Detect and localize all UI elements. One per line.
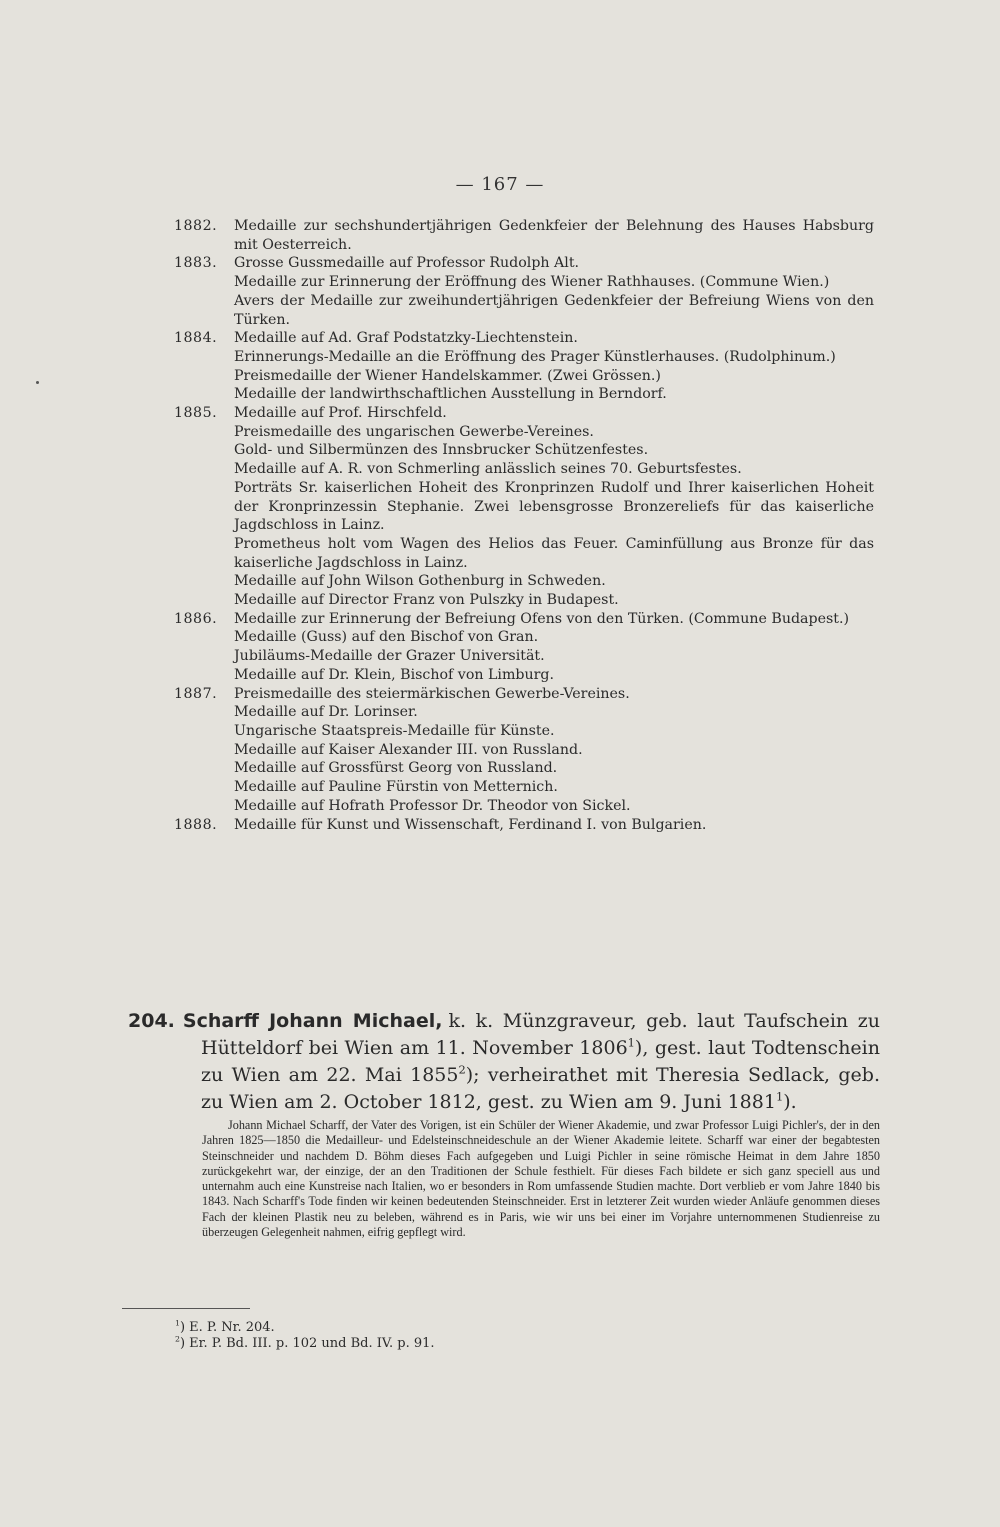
year-label: 1884. xyxy=(174,330,218,347)
footnote-mark: 1 xyxy=(175,1318,180,1328)
footnote-text: ) Er. P. Bd. III. p. 102 und Bd. IV. p. 91. xyxy=(179,1336,435,1351)
year-block xyxy=(174,254,874,329)
medal-item: Medaille auf Dr. Klein, Bischof von Limburg. xyxy=(234,666,555,683)
year-label: 1887. xyxy=(174,685,218,702)
year-items xyxy=(234,404,874,610)
entry-note: Johann Michael Scharff, der Vater des Vorigen, ist ein Schüler der Wiener Akademie, und zwar Professor Luigi Pichler's, der in den Jahren 1825—1850 die Medailleur- und Edelsteinschneideschule an der Wiener Akademie leitete. Scharff war einer der begabtesten Steinschneider und nachdem D. Böhm dieses Fach aufgegeben und Luigi Pichler in seine römische Heimat in dem Jahre 1850 zurückgekehrt war, der einzige, der an den Traditionen der Schule festhielt. Für dieses Fach bildete er sich ganz speciell aus und unternahm auch eine Kunstreise nach Italien, wo er besonders in Rom umfassende Studien machte. Dort verblieb er vom Jahre 1840 bis 1843. Nach Scharff's Tode finden wir keinen bedeutenden Steinschneider. Erst in letzterer Zeit wurden wieder Anläufe genommen dieses Fach der kleinen Plastik neu zu beleben, während es in Paris, wie wir uns bei einer im Vorjahre unternommenen Studienreise zu überzeugen Gelegenheit nahmen, eifrig gepflegt wird. xyxy=(202,1118,880,1240)
footnote-text: ) E. P. Nr. 204. xyxy=(179,1320,275,1335)
medal-item: Medaille auf Director Franz von Pulszky in Budapest. xyxy=(234,592,619,609)
year-block xyxy=(174,610,874,685)
entry-text-part: ); verheirathet mit Theresia Sedlack, geb. zu Wien am 2. October 1812, gest. zu Wien am 9. Juni 1881 xyxy=(201,1064,880,1113)
medal-item: Grosse Gussmedaille auf Professor Rudolph Alt. xyxy=(234,255,580,272)
medal-item: Ungarische Staatspreis-Medaille für Künste. xyxy=(234,722,555,739)
medal-item: Medaille zur Erinnerung der Befreiung Ofens von den Türken. (Commune Budapest.) xyxy=(234,610,850,627)
medal-item: Medaille zur Erinnerung der Eröffnung des Wiener Rathhauses. (Commune Wien.) xyxy=(234,274,830,291)
medal-item: Medaille (Guss) auf den Bischof von Gran. xyxy=(234,629,539,646)
footnote-ref: 2 xyxy=(458,1062,466,1077)
year-block xyxy=(174,816,874,835)
medal-item: Medaille auf Kaiser Alexander III. von Russland. xyxy=(234,741,583,758)
medal-item: Preismedaille des ungarischen Gewerbe-Vereines. xyxy=(234,423,594,440)
year-items xyxy=(234,329,874,404)
year-items xyxy=(234,610,874,685)
entry-text-part: ), gest. laut Todtenschein zu Wien am 22. Mai 1855 xyxy=(201,1037,880,1086)
medal-item: Gold- und Silbermünzen des Innsbrucker Schützenfestes. xyxy=(234,442,649,459)
medal-item: Medaille auf Dr. Lorinser. xyxy=(234,704,418,721)
footnote-divider xyxy=(122,1308,250,1309)
medal-item: Avers der Medaille zur zweihundertjährigen Gedenkfeier der Befreiung Wiens von den Türken. xyxy=(234,292,874,328)
footnote-ref: 1 xyxy=(775,1089,784,1104)
entry-heading xyxy=(128,1008,880,1116)
footnote-mark: 2 xyxy=(175,1334,180,1344)
entry-name: Scharff Johann Michael, xyxy=(182,1010,443,1032)
entry-number: 204. xyxy=(128,1010,175,1032)
medal-item: Preismedaille des steiermärkischen Gewerbe-Vereines. xyxy=(234,685,630,702)
medal-item: Medaille auf Ad. Graf Podstatzky-Liechtenstein. xyxy=(234,330,578,347)
page-number: — 167 — xyxy=(455,174,545,195)
medal-item: Preismedaille der Wiener Handelskammer. (Zwei Grössen.) xyxy=(234,367,661,384)
medal-item: Porträts Sr. kaiserlichen Hoheit des Kronprinzen Rudolf und Ihrer kaiserlichen Hoheit der Kronprinzessin Stephanie. Zwei lebensgrosse Bronzereliefs für das kaiserliche Jagdschloss in Lainz. xyxy=(234,479,874,534)
year-items xyxy=(234,254,874,329)
year-items xyxy=(234,685,874,816)
medal-item: Medaille auf Hofrath Professor Dr. Theodor von Sickel. xyxy=(234,797,631,814)
medal-item: Medaille für Kunst und Wissenschaft, Ferdinand I. von Bulgarien. xyxy=(234,816,707,833)
year-block xyxy=(174,685,874,816)
medal-item: Medaille auf Prof. Hirschfeld. xyxy=(234,405,447,422)
scan-speck xyxy=(36,381,39,384)
year-block xyxy=(174,329,874,404)
year-label: 1882. xyxy=(174,218,218,234)
medal-item: Medaille auf Grossfürst Georg von Russland. xyxy=(234,760,558,777)
medal-item: Medaille der landwirthschaftlichen Ausstellung in Berndorf. xyxy=(234,386,667,403)
year-block xyxy=(174,217,874,254)
medal-item: Medaille zur sechshundertjährigen Gedenkfeier der Belehnung des Hauses Habsburg mit Oesterreich. xyxy=(234,218,874,253)
medal-item: Medaille auf Pauline Fürstin von Metternich. xyxy=(234,779,558,796)
footnote-ref: 1 xyxy=(627,1035,635,1050)
medal-item: Medaille auf A. R. von Schmerling anlässlich seines 70. Geburtsfestes. xyxy=(234,461,742,478)
footnote xyxy=(175,1336,435,1352)
year-label: 1886. xyxy=(174,610,218,627)
footnote xyxy=(175,1320,435,1336)
year-label: 1883. xyxy=(174,255,218,272)
year-label: 1885. xyxy=(174,405,218,422)
year-block xyxy=(174,404,874,610)
medal-item: Jubiläums-Medaille der Grazer Universität. xyxy=(234,648,545,665)
medal-item: Medaille auf John Wilson Gothenburg in Schweden. xyxy=(234,573,606,590)
footnotes xyxy=(175,1320,435,1352)
entry-text-part: ). xyxy=(783,1091,797,1113)
year-items xyxy=(234,217,874,254)
medal-item: Erinnerungs-Medaille an die Eröffnung des Prager Künstlerhauses. (Rudolphinum.) xyxy=(234,348,836,365)
medal-year-list xyxy=(174,217,874,834)
medal-item: Prometheus holt vom Wagen des Helios das Feuer. Caminfüllung aus Bronze für das kaiserliche Jagdschloss in Lainz. xyxy=(234,535,874,571)
year-label: 1888. xyxy=(174,816,218,833)
entry-text-part: k. k. Münzgraveur, geb. laut Taufschein zu Hütteldorf bei Wien am 11. November 1806 xyxy=(201,1010,880,1059)
year-items xyxy=(234,816,874,835)
catalog-entry-204 xyxy=(128,1008,880,1240)
